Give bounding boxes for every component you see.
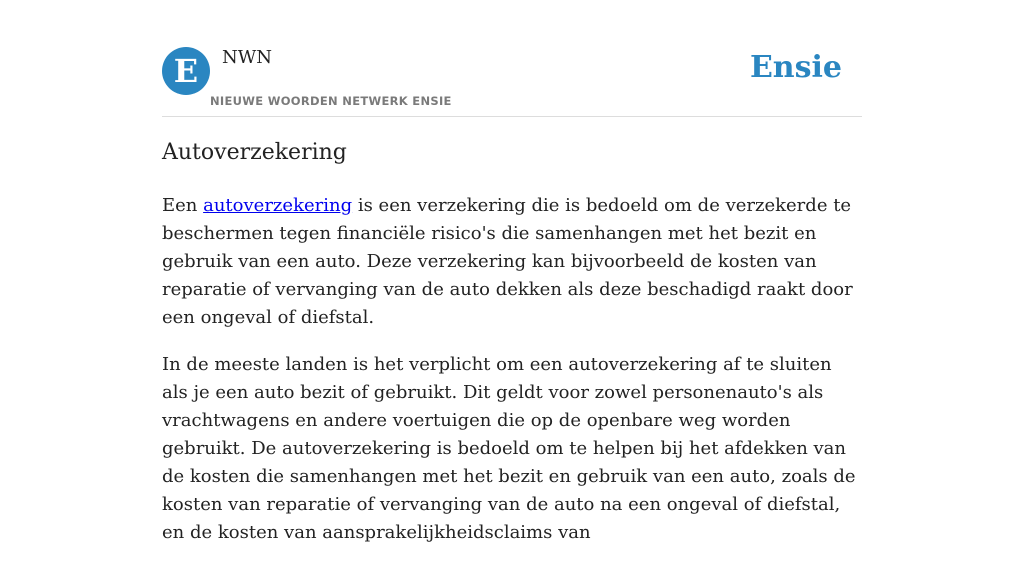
ensie-brand-link[interactable]: Ensie (749, 50, 842, 85)
paragraph-text: is een verzekering die is bedoeld om de verzekerde te beschermen tegen financiële risico's die samenhangen met het bezit en gebruik van een auto. Deze verzekering kan bijvoorbeeld de kosten van reparatie of vervanging van de auto dekken als deze beschadigd raakt door een ongeval of diefstal. (162, 195, 853, 328)
page-container (162, 0, 862, 543)
site-abbr-link[interactable]: NWN (222, 47, 273, 68)
article-body (162, 192, 862, 566)
article-paragraph (162, 192, 862, 332)
autoverzekering-link[interactable]: autoverzekering (203, 195, 353, 216)
site-logo[interactable]: E (162, 47, 210, 95)
site-header (162, 0, 862, 117)
site-name: NIEUWE WOORDEN NETWERK ENSIE (210, 94, 452, 108)
paragraph-text: Een (162, 195, 204, 216)
page-title: Autoverzekering (162, 140, 347, 165)
article-paragraph: In de meeste landen is het verplicht om een autoverzekering af te sluiten als je een auto bezit of gebruikt. Dit geldt voor zowel personenauto's als vrachtwagens en andere voertuigen die op de openbare weg worden gebruikt. De autoverzekering is bedoeld om te helpen bij het afdekken van de kosten die samenhangen met het bezit en gebruik van een auto, zoals de kosten van reparatie of vervanging van de auto na een ongeval of diefstal, en de kosten van aansprakelijkheidsclaims van (162, 354, 856, 543)
